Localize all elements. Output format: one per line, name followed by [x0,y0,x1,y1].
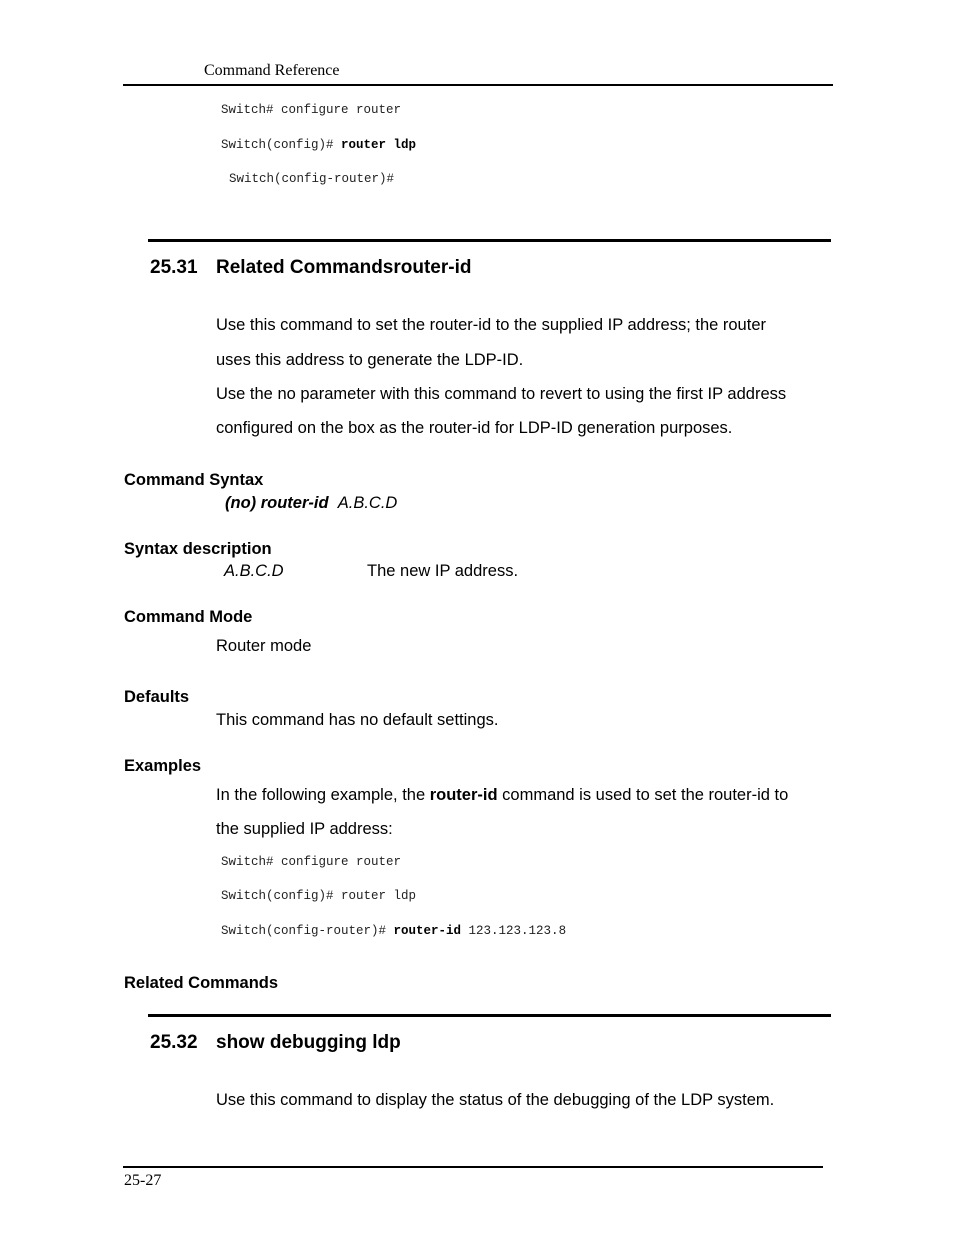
section-title: Related Commandsrouter-id [216,257,472,278]
section-rule [148,1014,831,1017]
description-line: Use this command to display the status of the debugging of the LDP system. [216,1091,775,1109]
subheading-related-commands: Related Commands [124,974,279,992]
description-line: Use this command to set the router-id to the supplied IP address; the router [216,316,766,334]
code-line: Switch(config-router)# [229,172,395,186]
section-number: 25.32 [150,1032,198,1053]
subheading-command-mode: Command Mode [124,608,253,626]
section-title: show debugging ldp [216,1032,401,1053]
param-description: The new IP address. [367,562,519,580]
subheading-syntax-description: Syntax description [124,540,272,558]
header-rule [123,84,833,86]
defaults-value: This command has no default settings. [216,711,499,729]
section-rule [148,239,831,242]
description-line: uses this address to generate the LDP-ID. [216,351,524,369]
code-line: Switch# configure router [221,103,402,117]
page-number: 25-27 [124,1172,162,1189]
code-line: Switch(config)# router ldp [221,138,417,152]
example-text: In the following example, the router-id command is used to set the router-id to [216,786,789,804]
subheading-command-syntax: Command Syntax [124,471,264,489]
footer-rule [123,1166,823,1168]
code-line: Switch(config)# router ldp [221,889,417,903]
subheading-examples: Examples [124,757,202,775]
command-mode-value: Router mode [216,637,312,655]
param-name: A.B.C.D [224,562,284,580]
description-line: Use the no parameter with this command to revert to using the first IP address [216,385,787,403]
running-header: Command Reference [204,62,340,79]
example-text: the supplied IP address: [216,820,393,838]
section-number: 25.31 [150,257,198,278]
code-line: Switch# configure router [221,855,402,869]
syntax-text: (no) router-id A.B.C.D [225,494,398,512]
code-line: Switch(config-router)# router-id 123.123.123.8 [221,924,567,938]
subheading-defaults: Defaults [124,688,190,706]
description-line: configured on the box as the router-id for LDP-ID generation purposes. [216,419,733,437]
